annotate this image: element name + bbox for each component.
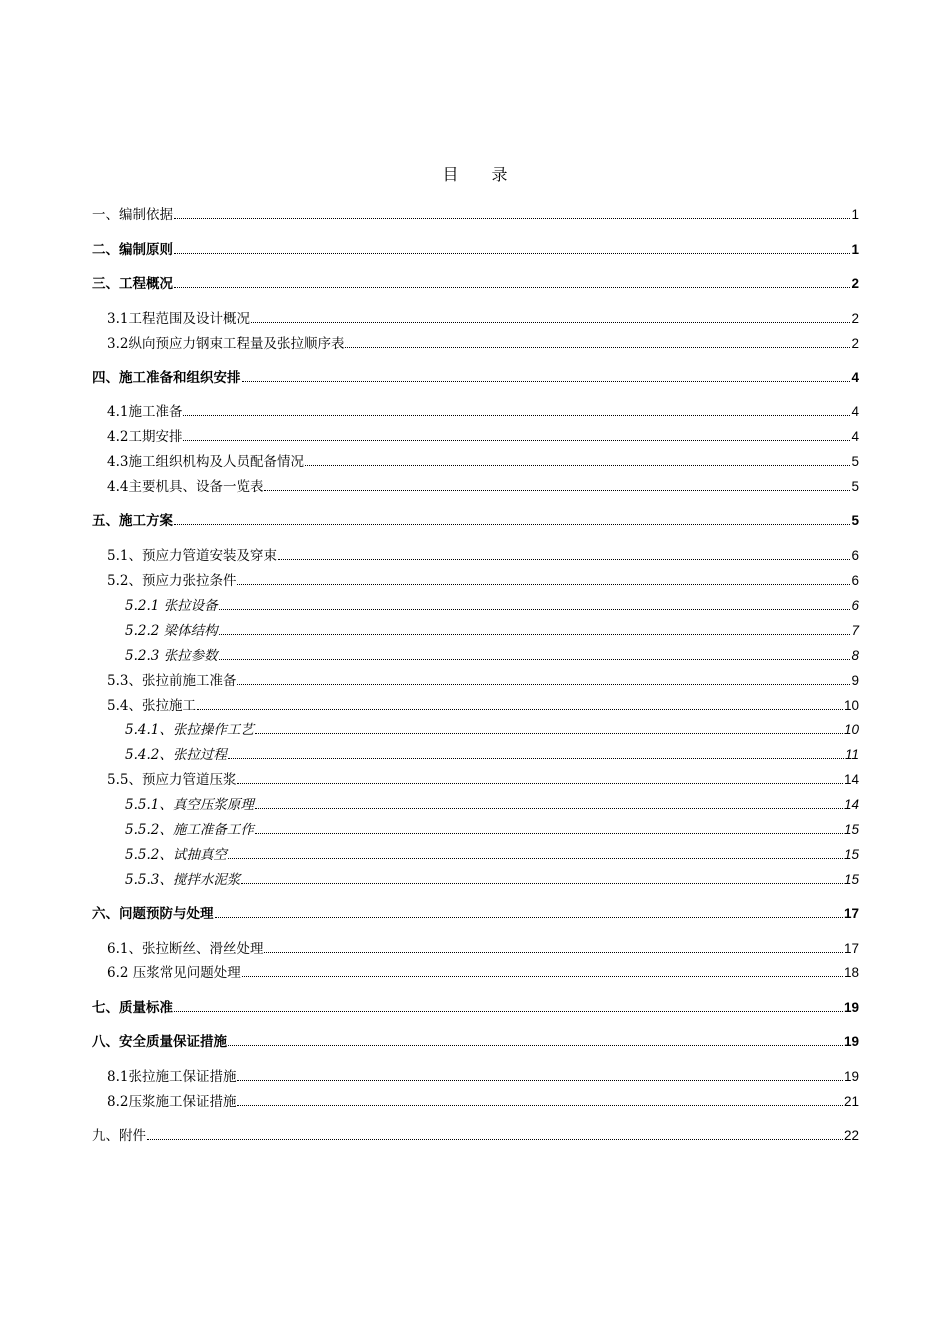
toc-entry-label: 二、编制原则 (92, 242, 173, 258)
toc-page-number: 19 (843, 1000, 859, 1015)
toc-entry-label: 5.5.2、试抽真空 (125, 847, 227, 863)
toc-entry-label: 5.2.1 张拉设备 (125, 598, 218, 614)
toc-entry-label: 一、编制依据 (92, 207, 173, 223)
toc-entry-label: 5.5.1、真空压浆原理 (125, 797, 254, 813)
toc-entry-1[interactable] (92, 206, 859, 224)
toc-entry-5-2-2[interactable] (125, 622, 859, 640)
dot-leader (251, 322, 851, 323)
dot-leader (278, 559, 851, 560)
toc-entry-4[interactable] (92, 369, 859, 387)
toc-page-number: 2 (851, 311, 859, 326)
toc-entry-label: 5.4.1、张拉操作工艺 (125, 722, 254, 738)
toc-page-number: 4 (851, 429, 859, 444)
toc-entry-7[interactable] (92, 999, 859, 1017)
toc-page-number: 5 (851, 454, 859, 469)
toc-entry-label: 5.1、预应力管道安装及穿束 (107, 548, 277, 564)
toc-page-number: 1 (851, 242, 859, 257)
toc-entry-label: 4.1施工准备 (107, 404, 183, 420)
toc-entry-6-1[interactable] (107, 940, 859, 958)
toc-entry-label: 八、安全质量保证措施 (92, 1034, 227, 1050)
toc-entry-4-1[interactable] (107, 403, 859, 421)
toc-entry-5[interactable] (92, 512, 859, 530)
toc-entry-label: 3.2纵向预应力钢束工程量及张拉顺序表 (107, 336, 345, 352)
toc-entry-label: 4.3施工组织机构及人员配备情况 (107, 454, 304, 470)
dot-leader (174, 287, 850, 288)
dot-leader (174, 218, 850, 219)
toc-page-number: 21 (843, 1094, 859, 1109)
dot-leader (242, 381, 851, 382)
toc-entry-label: 六、问题预防与处理 (92, 906, 214, 922)
toc-entry-9[interactable] (92, 1127, 859, 1145)
dot-leader (228, 758, 844, 759)
dot-leader (219, 659, 851, 660)
toc-page-number: 14 (843, 772, 859, 787)
toc-entry-5-4-1[interactable] (125, 721, 859, 739)
dot-leader (174, 253, 850, 254)
toc-entry-label: 5.2.2 梁体结构 (125, 623, 218, 639)
toc-page-number: 10 (843, 698, 859, 713)
dot-leader (255, 808, 843, 809)
toc-page-number: 15 (843, 822, 859, 837)
toc-entry-label: 5.2.3 张拉参数 (125, 648, 218, 664)
toc-entry-label: 九、附件 (92, 1128, 146, 1144)
toc-page-number: 1 (851, 207, 859, 222)
toc-page-number: 17 (843, 906, 859, 921)
toc-entry-label: 5.4.2、张拉过程 (125, 747, 227, 763)
toc-title: 目 录 (442, 165, 522, 184)
toc-page-number: 11 (844, 747, 859, 762)
toc-entry-3-1[interactable] (107, 310, 859, 328)
toc-entry-5-4-2[interactable] (125, 746, 859, 764)
dot-leader (237, 1105, 842, 1106)
dot-leader (237, 783, 842, 784)
dot-leader (237, 584, 850, 585)
toc-page-number: 4 (851, 370, 859, 385)
toc-page-number: 10 (843, 722, 859, 737)
toc-page-number: 5 (851, 479, 859, 494)
dot-leader (228, 858, 843, 859)
toc-entry-8-2[interactable] (107, 1093, 859, 1111)
dot-leader (242, 976, 843, 977)
dot-leader (255, 733, 843, 734)
toc-entry-8[interactable] (92, 1033, 859, 1051)
dot-leader (147, 1139, 843, 1140)
toc-entry-label: 4.2工期安排 (107, 429, 183, 445)
toc-entry-label: 3.1工程范围及设计概况 (107, 311, 250, 327)
toc-page-number: 22 (843, 1128, 859, 1143)
toc-page-number: 15 (843, 872, 859, 887)
dot-leader (241, 883, 843, 884)
dot-leader (264, 490, 850, 491)
toc-entry-5-5-1[interactable] (125, 796, 859, 814)
toc-entry-8-1[interactable] (107, 1068, 859, 1086)
toc-entry-5-1[interactable] (107, 547, 859, 565)
dot-leader (237, 684, 850, 685)
toc-entry-5-5-2a[interactable] (125, 821, 859, 839)
toc-entry-label: 4.4主要机具、设备一览表 (107, 479, 264, 495)
dot-leader (174, 1011, 843, 1012)
toc-page-number: 6 (851, 548, 859, 563)
toc-entry-3-2[interactable] (107, 335, 859, 353)
toc-entry-label: 四、施工准备和组织安排 (92, 370, 241, 386)
toc-page-number: 6 (851, 598, 859, 613)
toc-entry-6[interactable] (92, 905, 859, 923)
toc-entry-label: 5.3、张拉前施工准备 (107, 673, 237, 689)
toc-page-number: 9 (851, 673, 859, 688)
toc-entry-label: 三、工程概况 (92, 276, 173, 292)
toc-entry-5-2[interactable] (107, 572, 859, 590)
dot-leader (197, 709, 843, 710)
toc-entry-label: 8.2压浆施工保证措施 (107, 1094, 237, 1110)
toc-entry-label: 五、施工方案 (92, 513, 173, 529)
toc-entry-4-4[interactable] (107, 478, 859, 496)
toc-entry-5-5[interactable] (107, 771, 859, 789)
toc-page-number: 5 (851, 513, 859, 528)
toc-entry-label: 七、质量标准 (92, 1000, 173, 1016)
toc-entry-label: 5.5.2、施工准备工作 (125, 822, 254, 838)
toc-entry-5-4[interactable] (107, 697, 859, 715)
dot-leader (219, 609, 851, 610)
dot-leader (219, 634, 851, 635)
toc-entry-label: 5.2、预应力张拉条件 (107, 573, 237, 589)
toc-page-number: 2 (851, 276, 859, 291)
toc-entry-5-2-3[interactable] (125, 647, 859, 665)
toc-page-number: 6 (851, 573, 859, 588)
toc-entry-4-3[interactable] (107, 453, 859, 471)
toc-page-number: 17 (843, 941, 859, 956)
toc-page-number: 4 (851, 404, 859, 419)
toc-entry-label: 6.2 压浆常见问题处理 (107, 965, 241, 981)
dot-leader (183, 415, 850, 416)
toc-page-number: 15 (843, 847, 859, 862)
toc-entry-2[interactable] (92, 241, 859, 259)
toc-entry-label: 5.4、张拉施工 (107, 698, 196, 714)
toc-entry-label: 5.5、预应力管道压浆 (107, 772, 237, 788)
dot-leader (264, 952, 842, 953)
toc-entry-5-5-3[interactable] (125, 871, 859, 889)
toc-page-number: 18 (843, 965, 859, 980)
toc-entry-5-2-1[interactable] (125, 597, 859, 615)
toc-page-number: 14 (843, 797, 859, 812)
dot-leader (255, 833, 843, 834)
dot-leader (215, 917, 843, 918)
dot-leader (345, 347, 850, 348)
toc-entry-6-2[interactable] (107, 964, 859, 982)
toc-page-number: 7 (851, 623, 859, 638)
toc-entry-3[interactable] (92, 275, 859, 293)
toc-entry-label: 5.5.3、搅拌水泥浆 (125, 872, 241, 888)
dot-leader (228, 1045, 843, 1046)
toc-page-number: 19 (843, 1069, 859, 1084)
toc-entry-5-3[interactable] (107, 672, 859, 690)
toc-entry-4-2[interactable] (107, 428, 859, 446)
toc-entry-label: 6.1、张拉断丝、滑丝处理 (107, 941, 264, 957)
toc-entry-label: 8.1张拉施工保证措施 (107, 1069, 237, 1085)
dot-leader (174, 524, 850, 525)
dot-leader (183, 440, 850, 441)
dot-leader (305, 465, 851, 466)
toc-entry-5-5-2b[interactable] (125, 846, 859, 864)
toc-page-number: 2 (851, 336, 859, 351)
toc-page-number: 8 (851, 648, 859, 663)
toc-page-number: 19 (843, 1034, 859, 1049)
dot-leader (237, 1080, 842, 1081)
